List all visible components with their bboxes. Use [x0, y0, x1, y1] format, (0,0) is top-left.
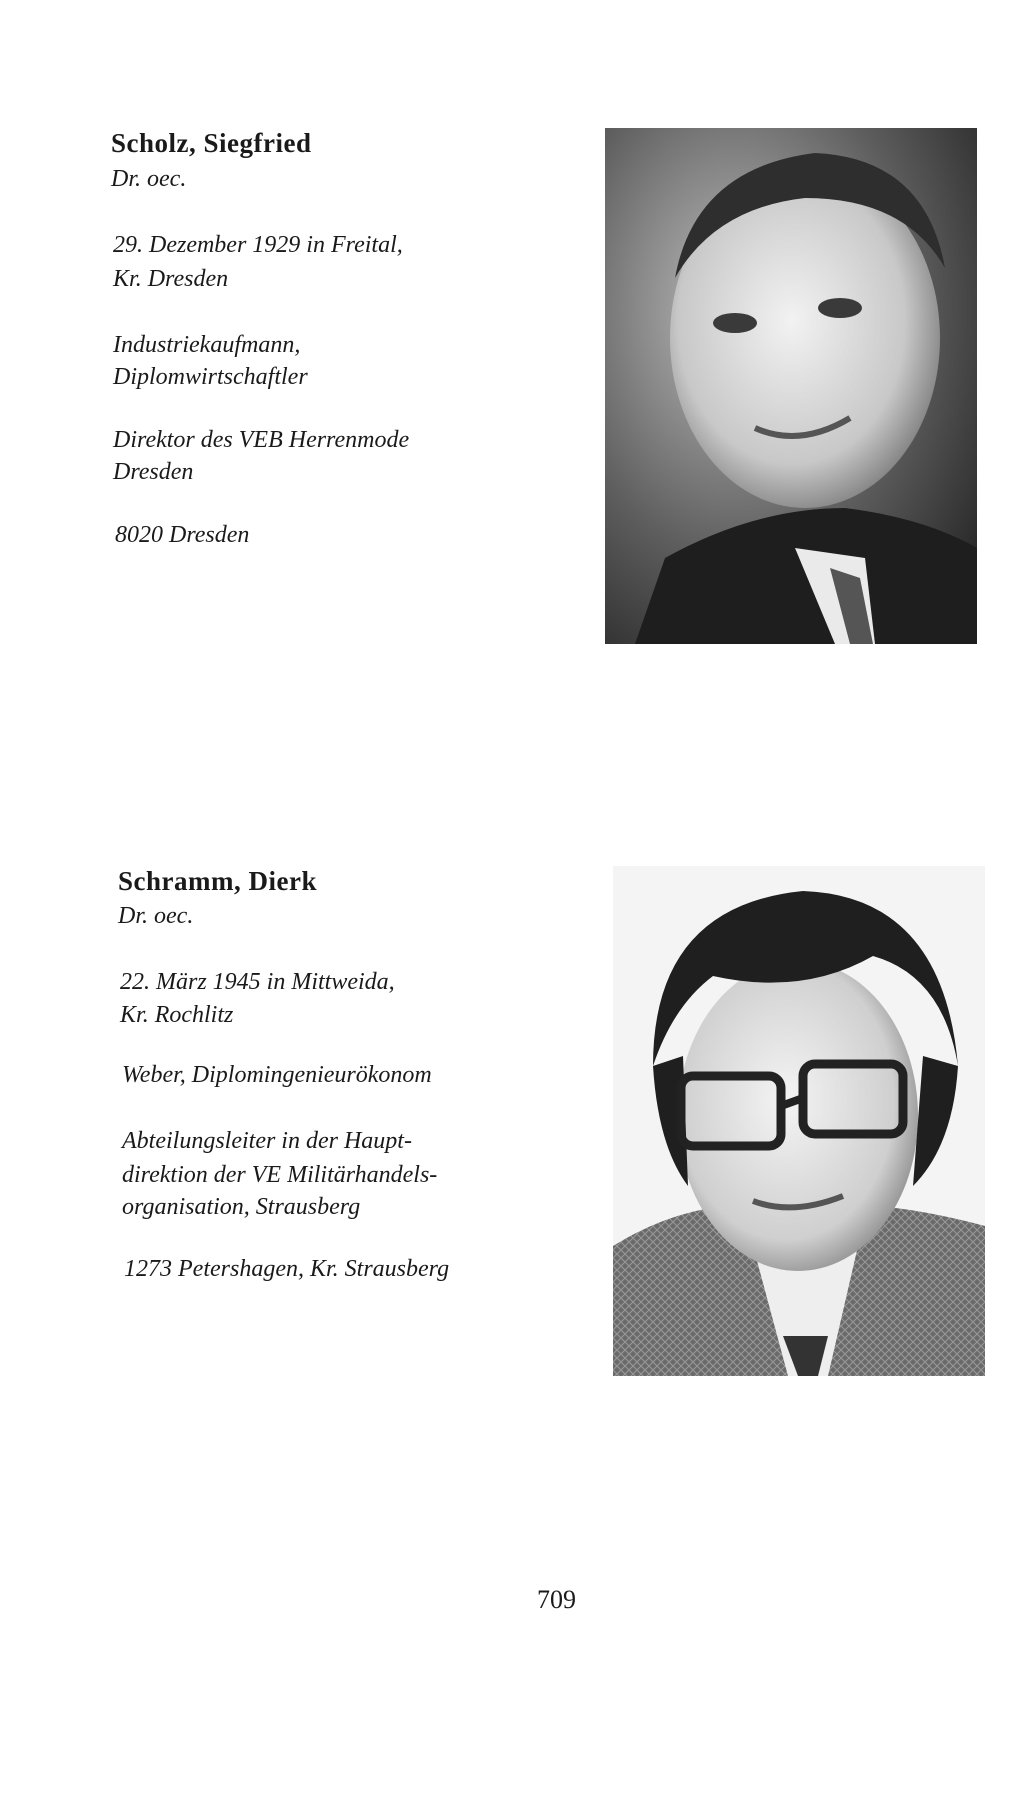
entry-position-line-2: direktion der VE Militärhandels-: [122, 1162, 438, 1188]
entry-name: Schramm, Dierk: [118, 866, 317, 896]
entry-address: 1273 Petershagen, Kr. Strausberg: [124, 1256, 450, 1282]
portrait-image: [613, 866, 985, 1376]
page-number: 709: [537, 1585, 576, 1614]
entry-birth-line-1: 22. März 1945 in Mittweida,: [120, 969, 395, 995]
entry-title: Dr. oec.: [118, 903, 194, 929]
entry-profession-line-1: Weber, Diplomingenieurökonom: [122, 1062, 432, 1088]
entry-title: Dr. oec.: [111, 166, 187, 192]
entry-position-line-1: Abteilungsleiter in der Haupt-: [122, 1128, 412, 1154]
entry-birth-line-2: Kr. Rochlitz: [120, 1002, 234, 1028]
entry-position-line-3: organisation, Strausberg: [122, 1194, 361, 1220]
entry-name: Scholz, Siegfried: [111, 128, 312, 158]
entry-position-line-2: Dresden: [113, 459, 194, 485]
entry-birth-line-1: 29. Dezember 1929 in Freital,: [113, 232, 403, 258]
entry-profession-line-2: Diplomwirtschaftler: [113, 364, 308, 390]
entry-profession-line-1: Industriekaufmann,: [113, 332, 301, 358]
portrait-image: [605, 128, 977, 644]
entry-position-line-1: Direktor des VEB Herrenmode: [113, 427, 410, 453]
portrait-photo: [613, 866, 985, 1376]
entry-address: 8020 Dresden: [115, 522, 250, 548]
portrait-photo: [605, 128, 977, 644]
entry-birth-line-2: Kr. Dresden: [113, 266, 229, 292]
